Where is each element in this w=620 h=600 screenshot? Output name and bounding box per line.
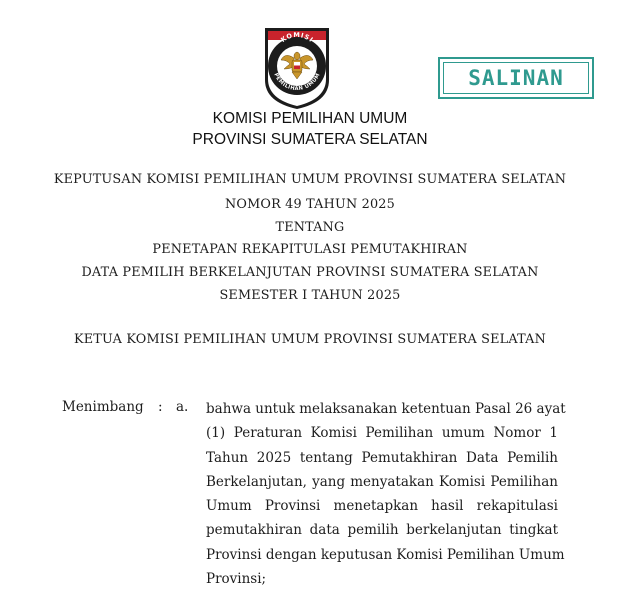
paragraph-line: (1) Peraturan Komisi Pemilihan umum Nomor 1 — [206, 425, 558, 442]
paragraph-line: Provinsi; — [206, 571, 267, 588]
considering-colon: : — [158, 399, 163, 415]
svg-text:KOMISI: KOMISI — [279, 30, 315, 45]
decree-about: TENTANG — [275, 220, 345, 235]
considering-paragraph — [206, 397, 566, 591]
paragraph-line: Provinsi dengan keputusan Komisi Pemilihan Umum — [206, 546, 565, 563]
institution-province: PROVINSI SUMATERA SELATAN — [192, 131, 428, 148]
kpu-emblem-logo — [263, 22, 331, 110]
chair-heading: KETUA KOMISI PEMILIHAN UMUM PROVINSI SUMATERA SELATAN — [74, 332, 546, 347]
salinan-stamp — [438, 57, 594, 99]
institution-name: KOMISI PEMILIHAN UMUM — [212, 110, 408, 127]
paragraph-line: Berkelanjutan, yang menyatakan Komisi Pemilihan — [206, 473, 558, 490]
paragraph-line: Umum Provinsi menetapkan hasil rekapitulasi — [206, 498, 558, 515]
svg-text:PEMILIHAN UMUM: PEMILIHAN UMUM — [272, 72, 322, 93]
decree-subject-line-3: SEMESTER I TAHUN 2025 — [219, 288, 401, 303]
item-letter: a. — [176, 399, 189, 415]
paragraph-line: Tahun 2025 tentang Pemutakhiran Data Pemilih — [206, 449, 558, 466]
stamp-text: SALINAN — [443, 62, 589, 94]
decree-subject-line-1: PENETAPAN REKAPITULASI PEMUTAKHIRAN — [152, 242, 468, 257]
decree-subject-line-2: DATA PEMILIH BERKELANJUTAN PROVINSI SUMATERA SELATAN — [81, 265, 539, 280]
paragraph-line: bahwa untuk melaksanakan ketentuan Pasal 26 ayat — [206, 401, 566, 417]
decree-title: KEPUTUSAN KOMISI PEMILIHAN UMUM PROVINSI SUMATERA SELATAN — [53, 172, 567, 187]
considering-label: Menimbang — [62, 399, 144, 415]
decree-number: NOMOR 49 TAHUN 2025 — [225, 197, 395, 212]
paragraph-line: pemutakhiran data pemilih berkelanjutan tingkat — [206, 522, 558, 539]
